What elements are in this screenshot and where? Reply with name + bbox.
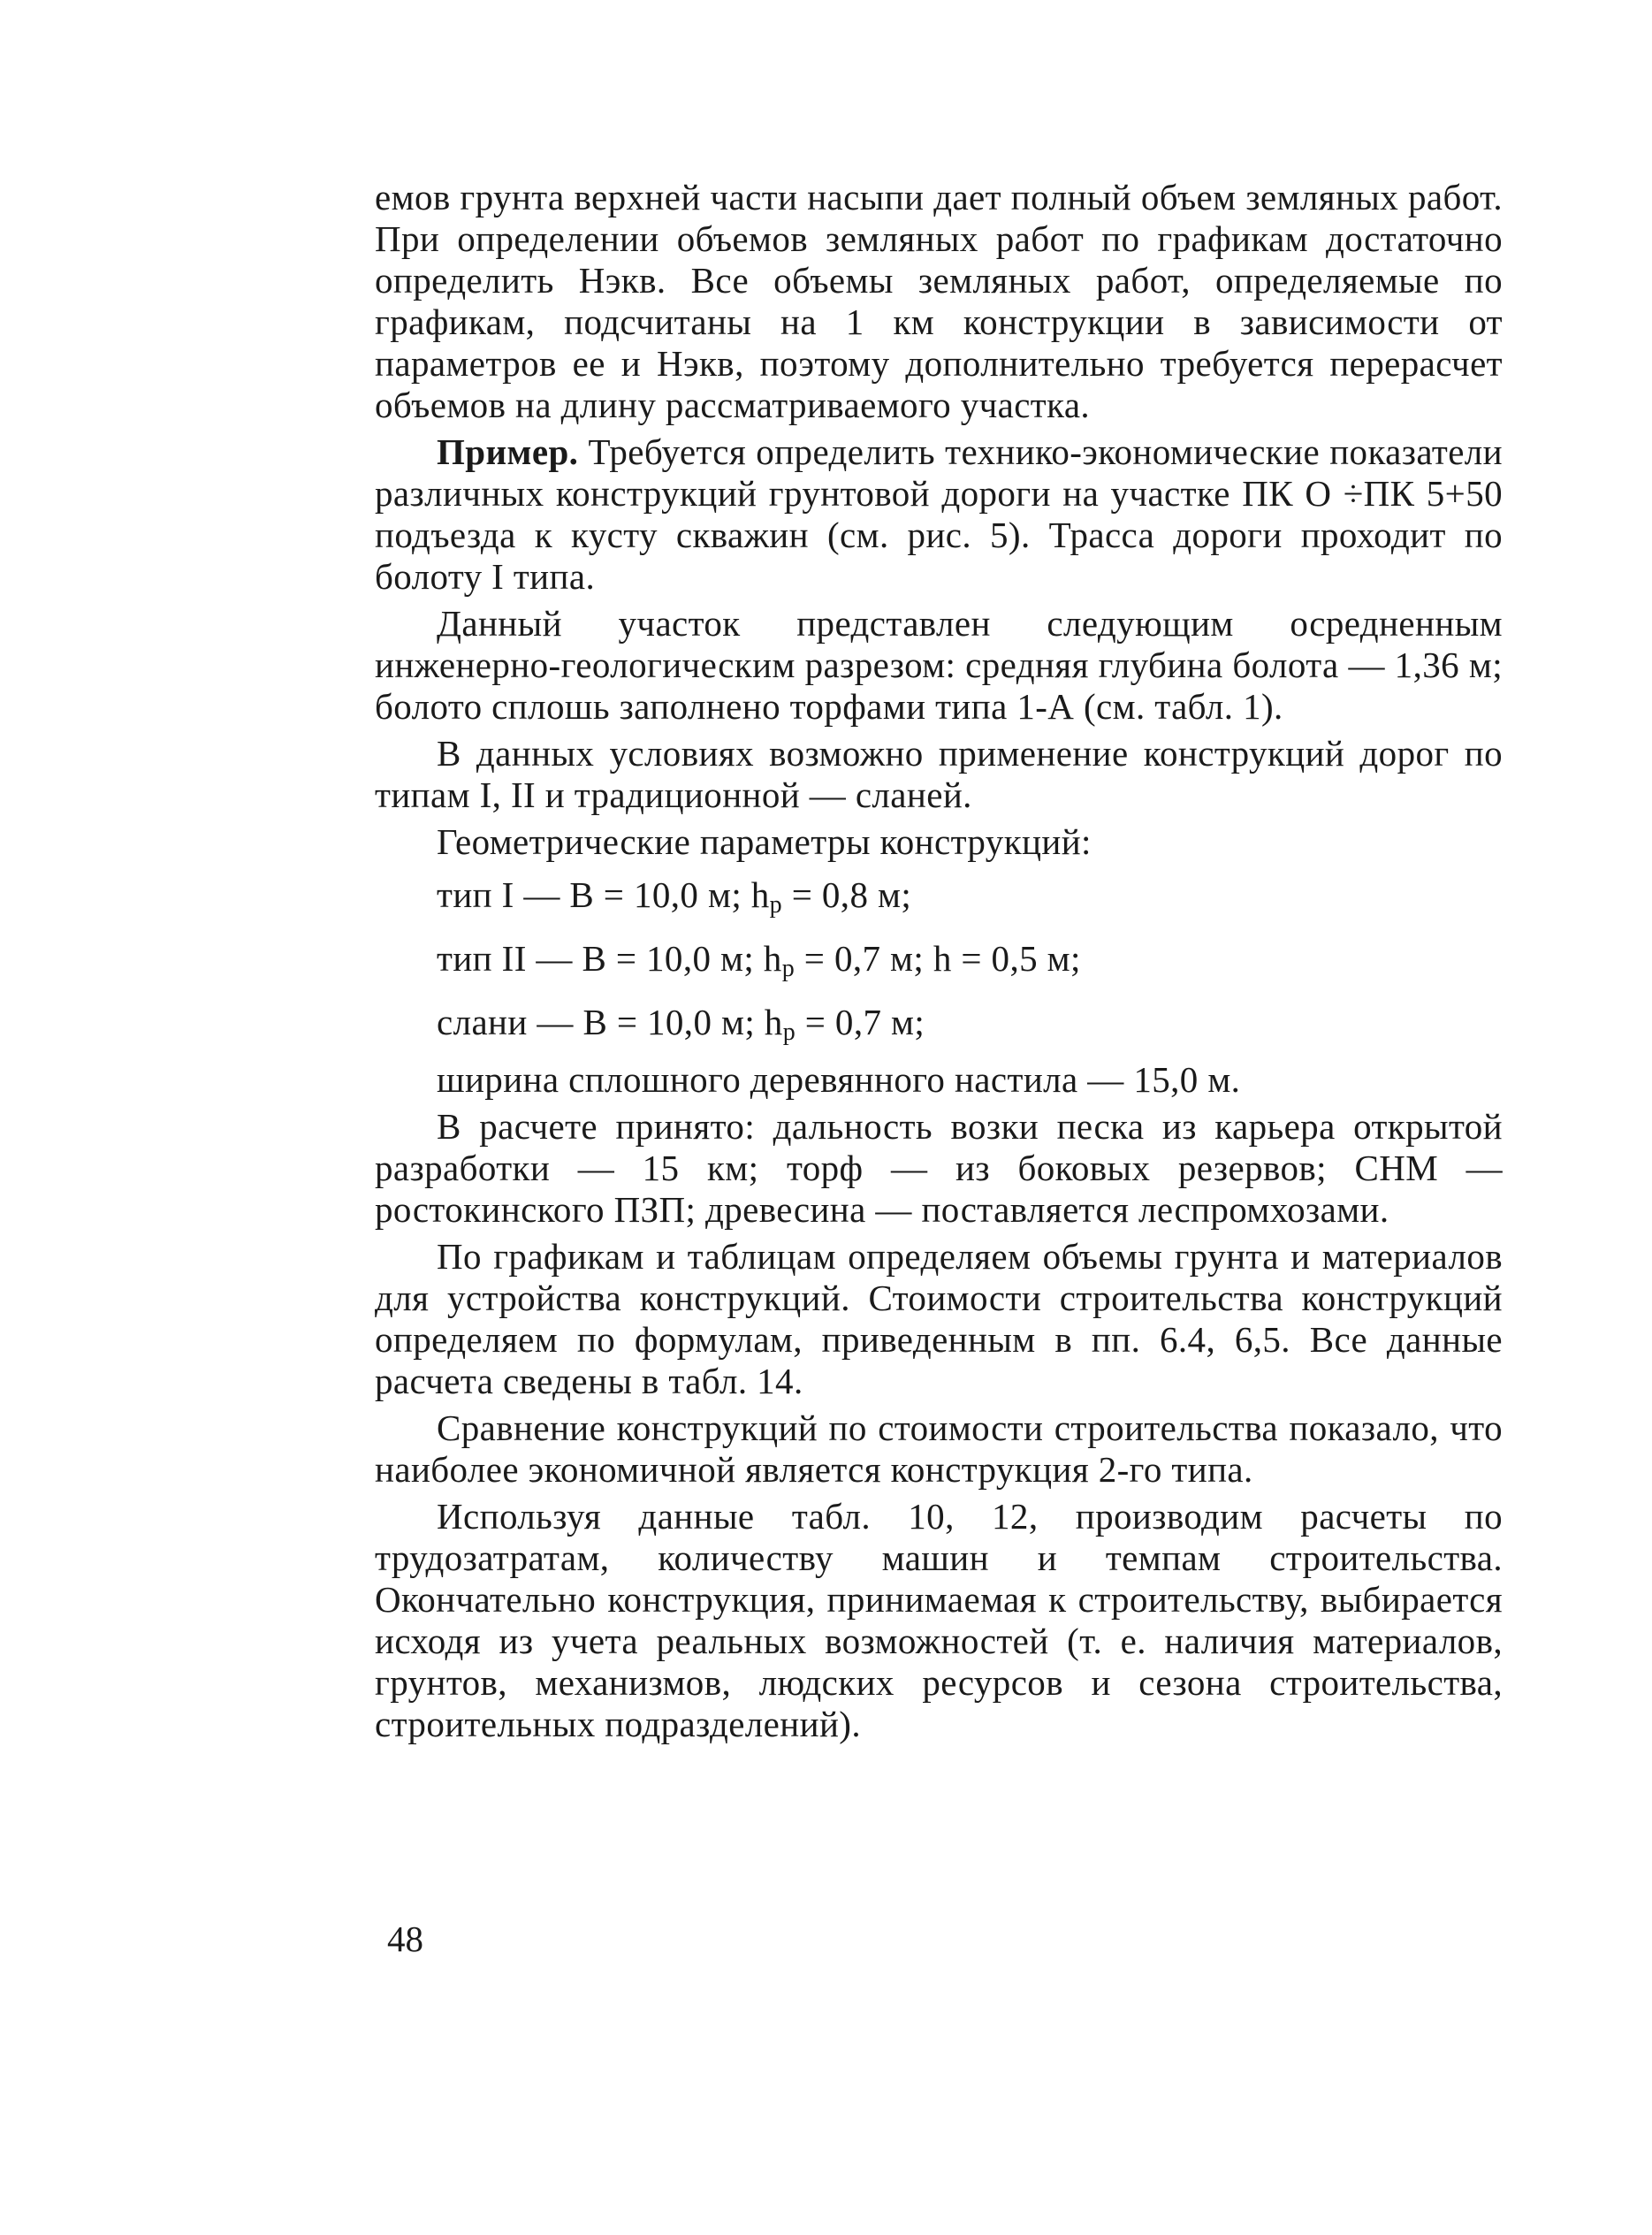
- parameter-list: [437, 868, 1503, 1059]
- paragraph-volumes: По графикам и таблицам определяем объемы грунта и материалов для устройства конструкций. Стоимости строительства конструкций определяем по формулам, приведенным в пп. 6.4, 6,5. Все данные расчета сведены в табл. 14.: [375, 1236, 1503, 1401]
- paragraph-parameters-heading: Геометрические параметры конструкций:: [437, 821, 1092, 862]
- parameter-item-slani: слани — В = 10,0 м; $h_р = 0,7$ м;: [437, 1002, 925, 1046]
- example-text: Требуется определить технико-экономические показатели различных конструкций грунтовой дороги на участке ПК О ÷ПК 5+50 подъезда к кусту скважин (см. рис. 5). Трасса дороги проходит по болоту I типа.: [375, 431, 1503, 597]
- paragraph-comparison: Сравнение конструкций по стоимости строительства показало, что наиболее экономичной является конструкция 2-го типа.: [375, 1407, 1503, 1490]
- paragraph-site-description: Данный участок представлен следующим осредненным инженерно-геологическим разрезом: средняя глубина болота — 1,36 м; болото сплошь заполнено торфами типа 1-А (см. табл. 1).: [375, 603, 1503, 727]
- example-label: Пример.: [437, 431, 579, 472]
- body-text: [375, 177, 1503, 1745]
- paragraph-example: [375, 431, 1503, 598]
- parameter-item-type-2: тип II — В = 10,0 м; $h_р = 0,7$ м; h = 0,5 м;: [437, 938, 1081, 982]
- paragraph-conditions: В данных условиях возможно применение конструкций дорог по типам I, II и традиционной — сланей.: [375, 733, 1503, 815]
- page-number: 48: [387, 1918, 423, 1959]
- paragraph-conclusion: Используя данные табл. 10, 12, производим расчеты по трудозатратам, количеству машин и темпам строительства. Окончательно конструкция, принимаемая к строительству, выбирается исходя из учета реальных возможностей (т. е. наличия материалов, грунтов, механизмов, людских ресурсов и сезона строительства, строительных подразделений).: [375, 1496, 1503, 1744]
- paragraph-decking-width: ширина сплошного деревянного настила — 15,0 м.: [437, 1059, 1241, 1100]
- paragraph-assumptions: В расчете принято: дальность возки песка из карьера открытой разработки — 15 км; торф — из боковых резервов; СНМ — ростокинского ПЗП; древесина — поставляется леспромхозами.: [375, 1106, 1503, 1230]
- parameter-item-type-1: тип I — В = 10,0 м; $h_р = 0,8$ м;: [437, 874, 912, 919]
- paragraph-continuation: емов грунта верхней части насыпи дает полный объем земляных работ. При определении объемов земляных работ по графикам достаточно определить Нэкв. Все объемы земляных работ, определяемые по графикам, подсчитаны на 1 км конструкции в зависимости от параметров ее и Нэкв, поэтому дополнительно требуется перерасчет объемов на длину рассматриваемого участка.: [375, 177, 1503, 425]
